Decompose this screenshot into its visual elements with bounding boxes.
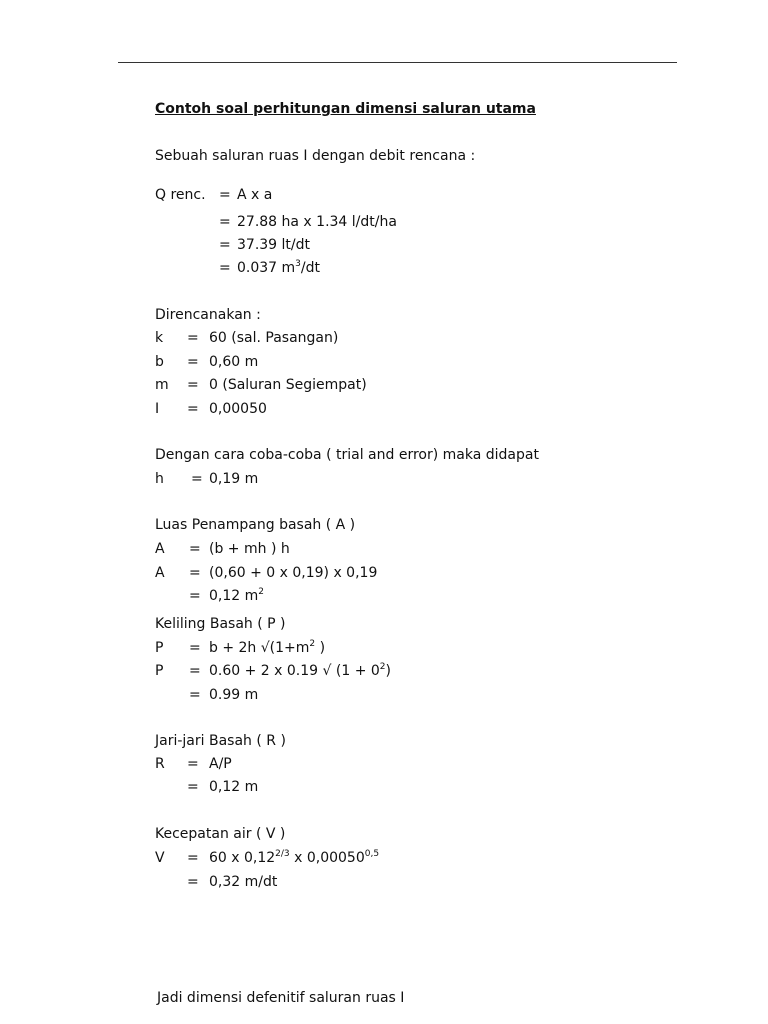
area-formula: (b + mh ) h	[209, 541, 290, 557]
conclusion-text: Jadi dimensi defenitif saluran ruas I	[157, 990, 405, 1006]
h-eq: =	[191, 471, 203, 487]
m-symbol: m	[155, 377, 169, 393]
b-value: 0,60 m	[209, 354, 259, 370]
top-rule	[118, 62, 677, 63]
design-heading: Direncanakan :	[155, 307, 261, 323]
radius-formula: A/P	[209, 756, 232, 772]
i-eq: =	[187, 401, 199, 417]
area-result: 0,12 $m^2$	[209, 587, 264, 604]
velocity-result: 0,32 m/dt	[209, 874, 278, 890]
radius-eq-2: =	[187, 779, 199, 795]
intro-text: Sebuah saluran ruas I dengan debit rencana :	[155, 148, 476, 164]
radius-eq-1: =	[187, 756, 199, 772]
area-eq-2: =	[189, 565, 201, 581]
page-title: Contoh soal perhitungan dimensi saluran utama	[155, 101, 536, 117]
perimeter-eq-3: =	[189, 687, 201, 703]
radius-result: 0,12 m	[209, 779, 259, 795]
perimeter-symbol-2: P	[155, 663, 164, 679]
k-eq: =	[187, 330, 199, 346]
q-eq-2: =	[219, 214, 231, 230]
area-eq-3: =	[189, 588, 201, 604]
h-value: 0,19 m	[209, 471, 259, 487]
m-eq: =	[187, 377, 199, 393]
velocity-formula: 60 x $0,12^{2/3}$ x 0,00050$^{0,5}$	[209, 849, 380, 866]
area-eq-1: =	[189, 541, 201, 557]
k-value: 60 (sal. Pasangan)	[209, 330, 339, 346]
i-value: 0,00050	[209, 401, 267, 417]
i-symbol: I	[155, 401, 160, 417]
perimeter-eq-1: =	[189, 640, 201, 656]
area-symbol-1: A	[155, 541, 165, 557]
perimeter-formula: b + 2h $√(1+m^2$ )	[209, 639, 326, 656]
velocity-heading: Kecepatan air ( V )	[155, 826, 286, 842]
perimeter-result: 0.99 m	[209, 687, 259, 703]
m-value: 0 (Saluran Segiempat)	[209, 377, 367, 393]
q-label: Q renc.	[155, 187, 206, 203]
b-eq: =	[187, 354, 199, 370]
q-val-4: 0.037 $m^3/dt$	[237, 259, 320, 276]
q-val-1: A x a	[237, 187, 273, 203]
q-val-2: 27.88 ha x 1.34 l/dt/ha	[237, 214, 397, 230]
q-val-3: 37.39 lt/dt	[237, 237, 311, 253]
radius-heading: Jari-jari Basah ( R )	[155, 733, 286, 749]
radius-symbol: R	[155, 756, 165, 772]
h-symbol: h	[155, 471, 164, 487]
perimeter-substitution: 0.60 + 2 x 0.19 √ $(1 + 0^2)$	[209, 662, 391, 679]
perimeter-symbol-1: P	[155, 640, 164, 656]
perimeter-eq-2: =	[189, 663, 201, 679]
velocity-eq-2: =	[187, 874, 199, 890]
area-heading: Luas Penampang basah ( A )	[155, 517, 356, 533]
q-eq-4: =	[219, 260, 231, 276]
velocity-eq-1: =	[187, 850, 199, 866]
k-symbol: k	[155, 330, 164, 346]
area-symbol-2: A	[155, 565, 165, 581]
velocity-symbol: V	[155, 850, 165, 866]
perimeter-heading: Keliling Basah ( P )	[155, 616, 286, 632]
trial-text: Dengan cara coba-coba ( trial and error) maka didapat	[155, 447, 539, 463]
area-substitution: (0,60 + 0 x 0,19) x 0,19	[209, 565, 378, 581]
q-eq-3: =	[219, 237, 231, 253]
b-symbol: b	[155, 354, 164, 370]
q-eq-1: =	[219, 187, 231, 203]
